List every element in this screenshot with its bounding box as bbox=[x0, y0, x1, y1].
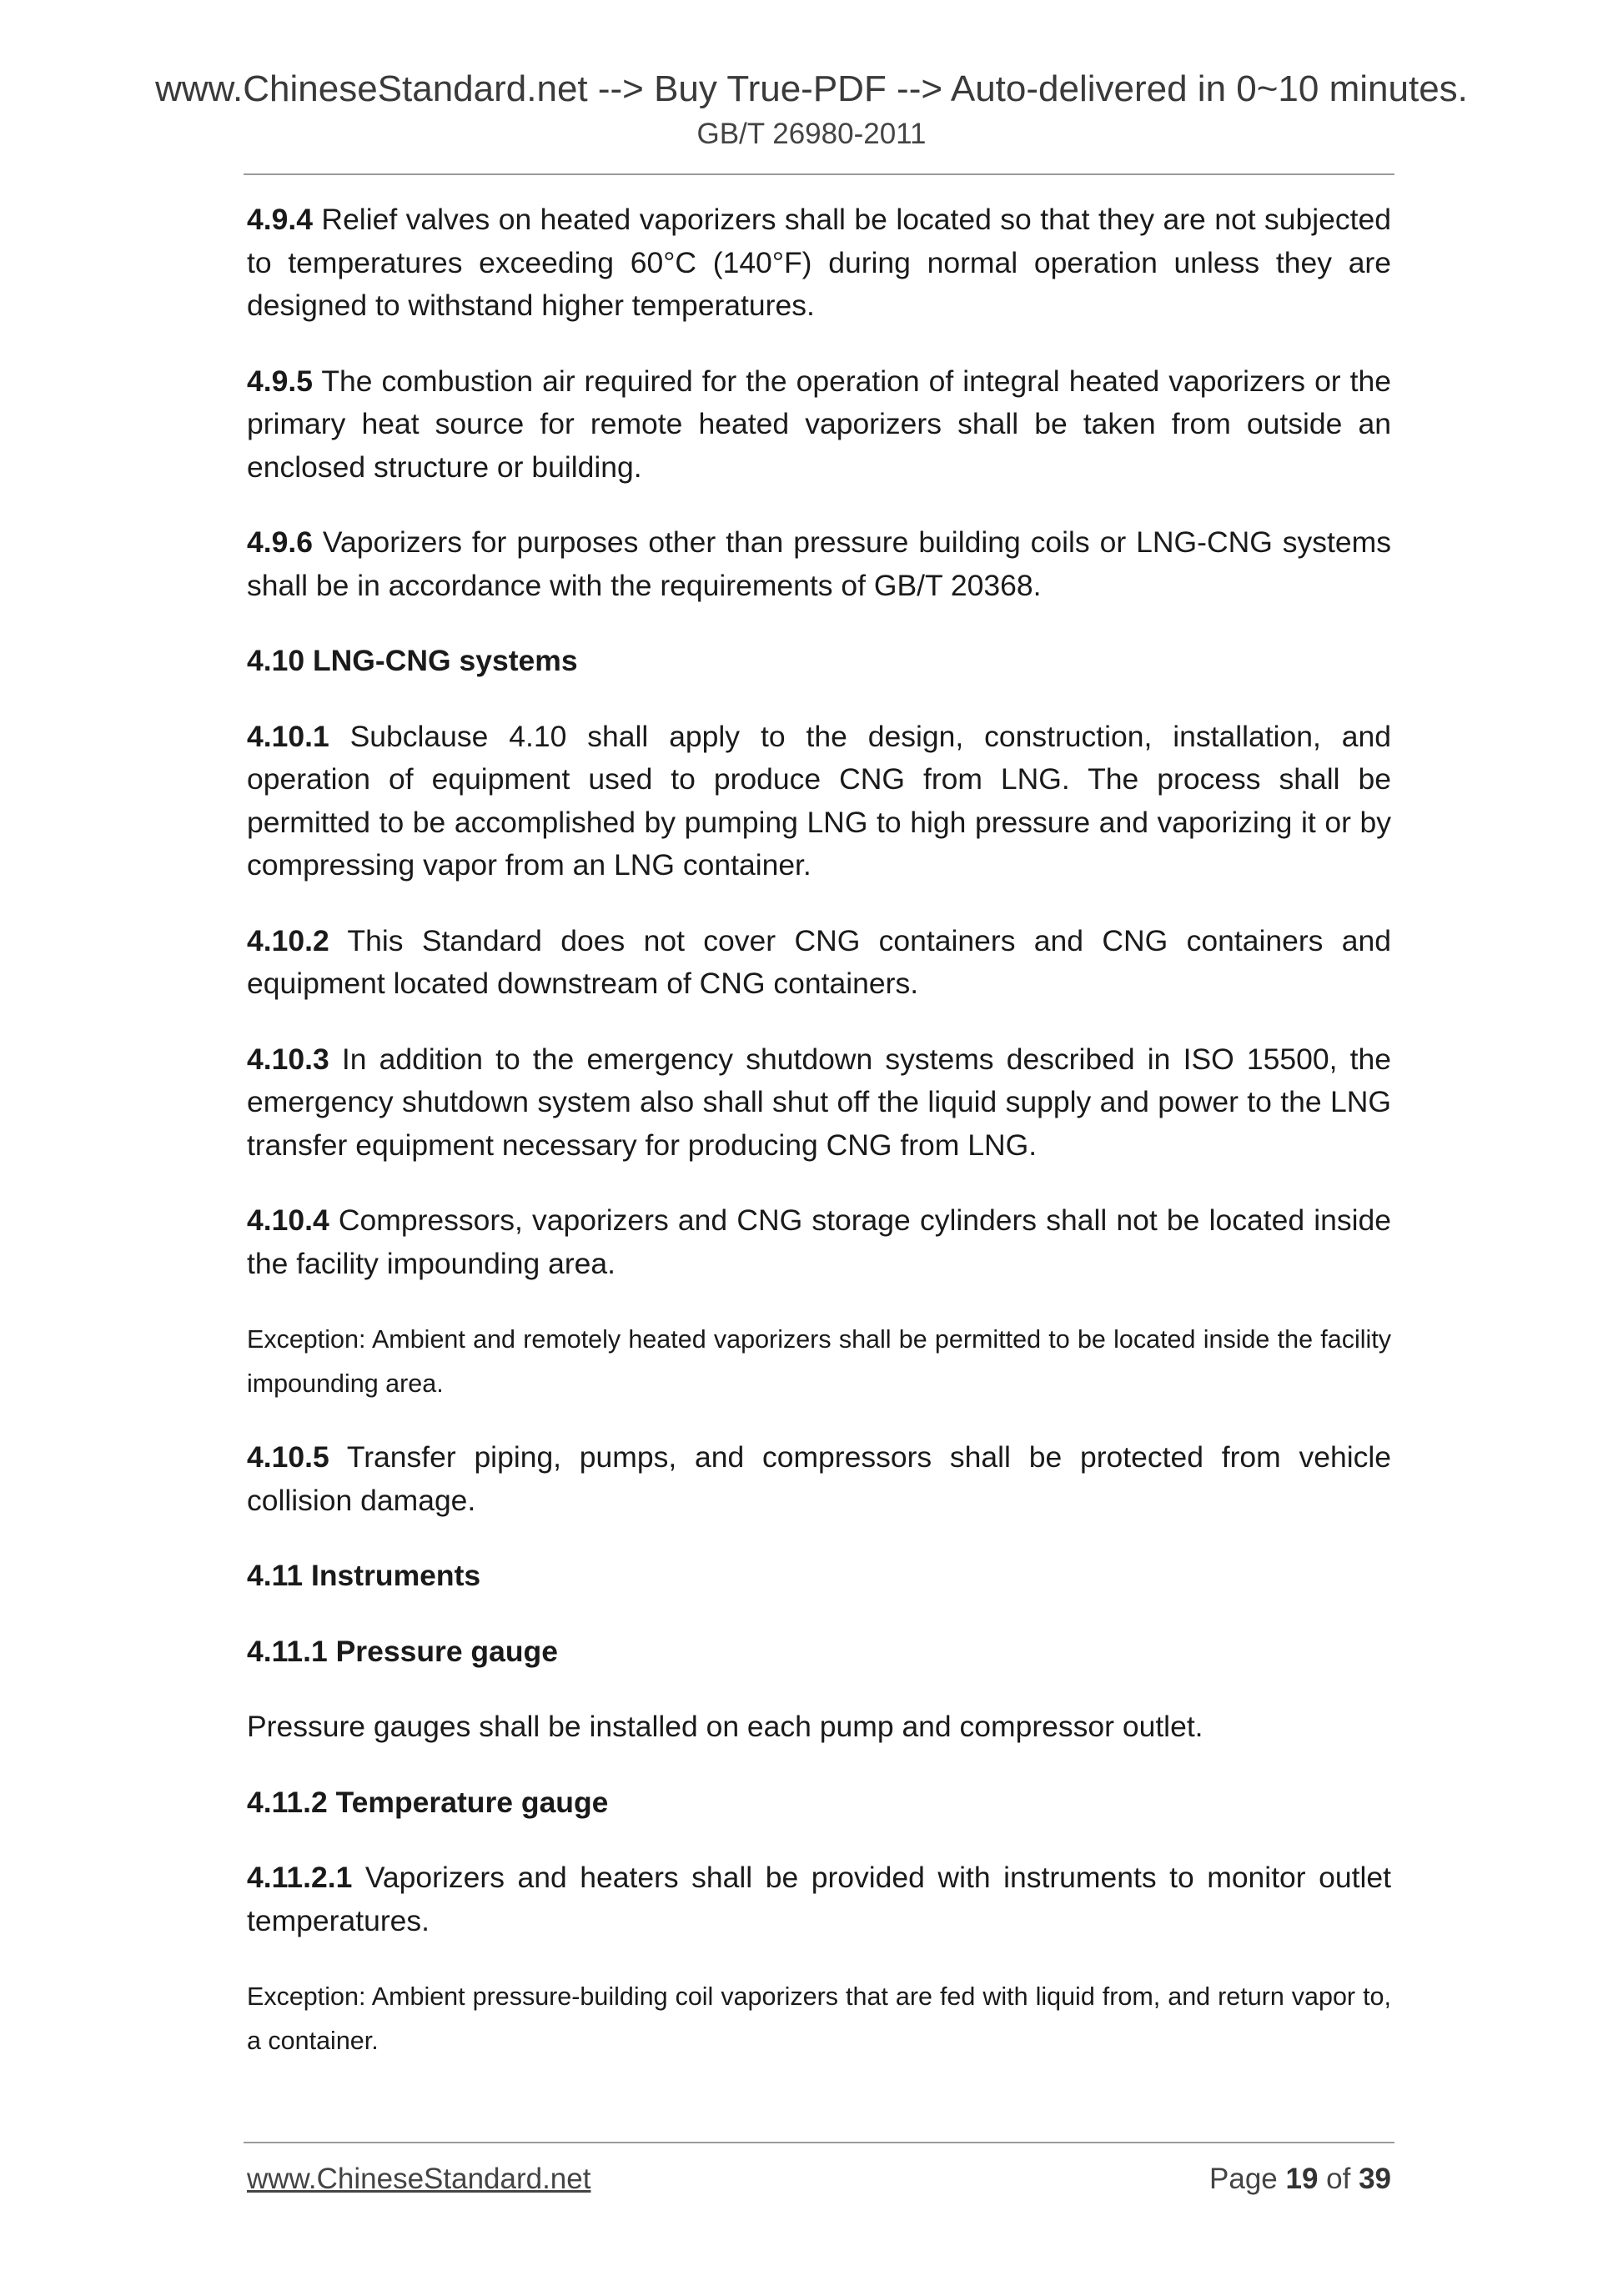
page-header bbox=[0, 0, 1623, 153]
clause-text: Vaporizers for purposes other than pressure building coils or LNG-CNG systems shall be in accordance with the requirements of GB/T 20368. bbox=[247, 525, 1391, 602]
clause-number: 4.10.4 bbox=[247, 1203, 329, 1237]
clause-text: This Standard does not cover CNG containers and CNG containers and equipment located downstream of CNG containers. bbox=[247, 923, 1391, 1000]
clause-4-10-3 bbox=[247, 1038, 1391, 1168]
page-prefix: Page bbox=[1209, 2163, 1286, 2195]
header-divider bbox=[244, 173, 1394, 175]
clause-number: 4.11.2.1 bbox=[247, 1861, 353, 1894]
clause-number: 4.10.1 bbox=[247, 719, 329, 753]
clause-number: 4.9.5 bbox=[247, 364, 313, 398]
clause-4-10-4 bbox=[247, 1199, 1391, 1285]
clause-text: Compressors, vaporizers and CNG storage cylinders shall not be located inside the facility impounding area. bbox=[247, 1203, 1391, 1280]
heading-4-10: 4.10 LNG-CNG systems bbox=[247, 644, 578, 677]
heading-4-11-2: 4.11.2 Temperature gauge bbox=[247, 1785, 609, 1819]
clause-number: 4.10.2 bbox=[247, 923, 329, 957]
footer-site-link[interactable]: www.ChineseStandard.net bbox=[247, 2163, 591, 2195]
clause-number: 4.10.5 bbox=[247, 1440, 329, 1474]
page-indicator bbox=[1209, 2160, 1391, 2198]
clause-4-10-1 bbox=[247, 716, 1391, 887]
document-body bbox=[247, 198, 1391, 2093]
clause-4-9-6 bbox=[247, 521, 1391, 607]
paragraph-4-11-1: Pressure gauges shall be installed on each pump and compressor outlet. bbox=[247, 1710, 1203, 1743]
clause-4-11-2-1 bbox=[247, 1856, 1391, 1942]
clause-text: Subclause 4.10 shall apply to the design, construction, installation, and operation of equipment used to produce CNG from LNG. The process shall be permitted to be accomplished by pumping LNG to high pressure and vaporizing it or by compressing vapor from an LNG container. bbox=[247, 719, 1391, 882]
header-standard-code: GB/T 26980-2011 bbox=[696, 118, 927, 150]
page-total: 39 bbox=[1359, 2163, 1391, 2195]
heading-4-11: 4.11 Instruments bbox=[247, 1559, 481, 1592]
page-current: 19 bbox=[1285, 2163, 1319, 2195]
clause-text: Relief valves on heated vaporizers shall be located so that they are not subjected to temperatures exceeding 60°C (140°F) during normal operation unless they are designed to withstand higher temperatures. bbox=[247, 203, 1391, 322]
clause-number: 4.10.3 bbox=[247, 1042, 329, 1076]
clause-4-9-4 bbox=[247, 198, 1391, 328]
page-separator: of bbox=[1318, 2163, 1359, 2195]
clause-number: 4.9.6 bbox=[247, 525, 313, 559]
heading-4-11-1: 4.11.1 Pressure gauge bbox=[247, 1634, 558, 1668]
clause-text: In addition to the emergency shutdown systems described in ISO 15500, the emergency shutdown system also shall shut off the liquid supply and power to the LNG transfer equipment necessary for producing CNG from LNG. bbox=[247, 1042, 1391, 1162]
clause-number: 4.9.4 bbox=[247, 203, 313, 236]
footer-divider bbox=[244, 2142, 1394, 2143]
clause-text: Vaporizers and heaters shall be provided with instruments to monitor outlet temperatures. bbox=[247, 1861, 1391, 1937]
clause-4-9-5 bbox=[247, 360, 1391, 490]
clause-text: Transfer piping, pumps, and compressors shall be protected from vehicle collision damage. bbox=[247, 1440, 1391, 1517]
exception-4-10-4: Exception: Ambient and remotely heated vaporizers shall be permitted to be located inside the facility impounding area. bbox=[247, 1325, 1391, 1398]
clause-text: The combustion air required for the operation of integral heated vaporizers or the primary heat source for remote heated vaporizers shall be taken from outside an enclosed structure or building. bbox=[247, 364, 1391, 484]
clause-4-10-5 bbox=[247, 1436, 1391, 1522]
header-banner: www.ChineseStandard.net --> Buy True-PDF --> Auto-delivered in 0~10 minutes. bbox=[155, 68, 1468, 109]
exception-4-11-2-1: Exception: Ambient pressure-building coil vaporizers that are fed with liquid from, and return vapor to, a container. bbox=[247, 1982, 1391, 2055]
clause-4-10-2 bbox=[247, 920, 1391, 1006]
